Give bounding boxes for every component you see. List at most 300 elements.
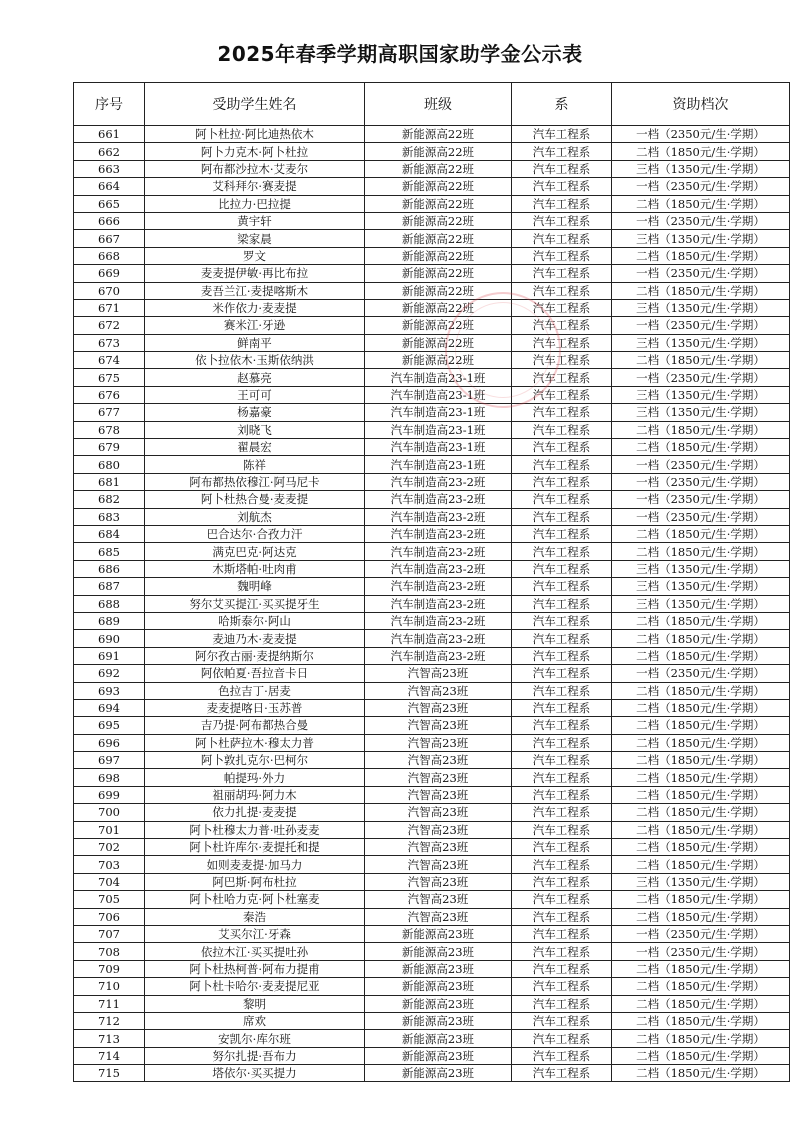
student-name-cell: 王可可 xyxy=(145,386,365,403)
aid-level-cell: 一档（2350元/生·学期） xyxy=(612,178,790,195)
class-cell: 新能源高23班 xyxy=(365,995,512,1012)
aid-level-cell: 二档（1850元/生·学期） xyxy=(612,752,790,769)
aid-level-cell: 二档（1850元/生·学期） xyxy=(612,1065,790,1082)
department-cell: 汽车工程系 xyxy=(512,612,612,629)
aid-level-cell: 二档（1850元/生·学期） xyxy=(612,525,790,542)
student-name-cell: 阿卜杜穆太力普·吐孙麦麦 xyxy=(145,821,365,838)
department-cell: 汽车工程系 xyxy=(512,160,612,177)
department-cell: 汽车工程系 xyxy=(512,804,612,821)
department-cell: 汽车工程系 xyxy=(512,543,612,560)
table-row xyxy=(74,126,790,143)
aid-level-cell: 一档（2350元/生·学期） xyxy=(612,508,790,525)
serial-number-cell: 695 xyxy=(74,717,145,734)
student-name-cell: 阿依帕夏·吾拉音卡日 xyxy=(145,665,365,682)
table-row xyxy=(74,230,790,247)
class-cell: 汽车制造高23-2班 xyxy=(365,647,512,664)
student-name-cell: 刘晓飞 xyxy=(145,421,365,438)
department-cell: 汽车工程系 xyxy=(512,595,612,612)
department-cell: 汽车工程系 xyxy=(512,908,612,925)
student-name-cell: 阿布都热依穆江·阿马尼卡 xyxy=(145,473,365,490)
serial-number-cell: 714 xyxy=(74,1047,145,1064)
serial-number-cell: 668 xyxy=(74,247,145,264)
table-row xyxy=(74,317,790,334)
table-row xyxy=(74,369,790,386)
table-row xyxy=(74,839,790,856)
serial-number-cell: 683 xyxy=(74,508,145,525)
department-cell: 汽车工程系 xyxy=(512,786,612,803)
header-department: 系 xyxy=(512,83,612,126)
aid-level-cell: 二档（1850元/生·学期） xyxy=(612,699,790,716)
department-cell: 汽车工程系 xyxy=(512,839,612,856)
class-cell: 汽智高23班 xyxy=(365,908,512,925)
class-cell: 汽智高23班 xyxy=(365,786,512,803)
class-cell: 新能源高22班 xyxy=(365,178,512,195)
aid-level-cell: 三档（1350元/生·学期） xyxy=(612,873,790,890)
table-row xyxy=(74,995,790,1012)
table-row xyxy=(74,508,790,525)
serial-number-cell: 673 xyxy=(74,334,145,351)
table-row xyxy=(74,1065,790,1082)
student-name-cell: 依拉木江·买买提吐孙 xyxy=(145,943,365,960)
serial-number-cell: 691 xyxy=(74,647,145,664)
class-cell: 汽智高23班 xyxy=(365,804,512,821)
aid-level-cell: 二档（1850元/生·学期） xyxy=(612,612,790,629)
department-cell: 汽车工程系 xyxy=(512,1012,612,1029)
aid-level-cell: 三档（1350元/生·学期） xyxy=(612,334,790,351)
serial-number-cell: 670 xyxy=(74,282,145,299)
aid-level-cell: 一档（2350元/生·学期） xyxy=(612,265,790,282)
department-cell: 汽车工程系 xyxy=(512,352,612,369)
table-row xyxy=(74,247,790,264)
student-name-cell: 阿卜杜哈力克·阿卜杜塞麦 xyxy=(145,891,365,908)
student-name-cell: 杨嘉豪 xyxy=(145,404,365,421)
class-cell: 汽车制造高23-2班 xyxy=(365,473,512,490)
student-name-cell: 阿巴斯·阿布杜拉 xyxy=(145,873,365,890)
aid-level-cell: 一档（2350元/生·学期） xyxy=(612,456,790,473)
department-cell: 汽车工程系 xyxy=(512,769,612,786)
aid-level-cell: 二档（1850元/生·学期） xyxy=(612,995,790,1012)
table-row xyxy=(74,734,790,751)
department-cell: 汽车工程系 xyxy=(512,873,612,890)
serial-number-cell: 699 xyxy=(74,786,145,803)
student-name-cell: 黄宇轩 xyxy=(145,212,365,229)
table-row xyxy=(74,665,790,682)
class-cell: 汽车制造高23-1班 xyxy=(365,421,512,438)
department-cell: 汽车工程系 xyxy=(512,143,612,160)
serial-number-cell: 667 xyxy=(74,230,145,247)
serial-number-cell: 684 xyxy=(74,525,145,542)
aid-level-cell: 三档（1350元/生·学期） xyxy=(612,386,790,403)
serial-number-cell: 681 xyxy=(74,473,145,490)
aid-level-cell: 二档（1850元/生·学期） xyxy=(612,769,790,786)
department-cell: 汽车工程系 xyxy=(512,891,612,908)
aid-level-cell: 二档（1850元/生·学期） xyxy=(612,439,790,456)
serial-number-cell: 703 xyxy=(74,856,145,873)
serial-number-cell: 665 xyxy=(74,195,145,212)
aid-level-cell: 二档（1850元/生·学期） xyxy=(612,1030,790,1047)
department-cell: 汽车工程系 xyxy=(512,960,612,977)
student-name-cell: 比拉力·巴拉提 xyxy=(145,195,365,212)
aid-level-cell: 三档（1350元/生·学期） xyxy=(612,230,790,247)
department-cell: 汽车工程系 xyxy=(512,717,612,734)
table-row xyxy=(74,160,790,177)
class-cell: 新能源高23班 xyxy=(365,1012,512,1029)
table-row xyxy=(74,873,790,890)
student-name-cell: 阿卜杜热柯普·阿布力提甫 xyxy=(145,960,365,977)
aid-level-cell: 二档（1850元/生·学期） xyxy=(612,143,790,160)
table-row xyxy=(74,699,790,716)
department-cell: 汽车工程系 xyxy=(512,508,612,525)
aid-level-cell: 一档（2350元/生·学期） xyxy=(612,126,790,143)
table-row xyxy=(74,178,790,195)
aid-level-cell: 二档（1850元/生·学期） xyxy=(612,543,790,560)
department-cell: 汽车工程系 xyxy=(512,178,612,195)
serial-number-cell: 688 xyxy=(74,595,145,612)
header-student-name: 受助学生姓名 xyxy=(145,83,365,126)
student-name-cell: 阿卜力克木·阿卜杜拉 xyxy=(145,143,365,160)
student-name-cell: 麦迪乃木·麦麦提 xyxy=(145,630,365,647)
student-name-cell: 阿卜杜拉·阿比迪热依木 xyxy=(145,126,365,143)
serial-number-cell: 701 xyxy=(74,821,145,838)
serial-number-cell: 669 xyxy=(74,265,145,282)
class-cell: 汽智高23班 xyxy=(365,734,512,751)
class-cell: 汽车制造高23-2班 xyxy=(365,612,512,629)
serial-number-cell: 666 xyxy=(74,212,145,229)
class-cell: 新能源高22班 xyxy=(365,195,512,212)
class-cell: 汽车制造高23-2班 xyxy=(365,630,512,647)
department-cell: 汽车工程系 xyxy=(512,247,612,264)
department-cell: 汽车工程系 xyxy=(512,647,612,664)
class-cell: 汽车制造高23-2班 xyxy=(365,560,512,577)
student-name-cell: 梁家晨 xyxy=(145,230,365,247)
department-cell: 汽车工程系 xyxy=(512,299,612,316)
class-cell: 汽智高23班 xyxy=(365,665,512,682)
aid-level-cell: 二档（1850元/生·学期） xyxy=(612,960,790,977)
serial-number-cell: 661 xyxy=(74,126,145,143)
student-name-cell: 阿卜杜热合曼·麦麦提 xyxy=(145,491,365,508)
table-row xyxy=(74,456,790,473)
class-cell: 汽智高23班 xyxy=(365,891,512,908)
class-cell: 汽车制造高23-1班 xyxy=(365,369,512,386)
serial-number-cell: 709 xyxy=(74,960,145,977)
class-cell: 新能源高23班 xyxy=(365,1030,512,1047)
department-cell: 汽车工程系 xyxy=(512,491,612,508)
serial-number-cell: 692 xyxy=(74,665,145,682)
serial-number-cell: 694 xyxy=(74,699,145,716)
department-cell: 汽车工程系 xyxy=(512,456,612,473)
student-name-cell: 麦麦提伊敏·再比布拉 xyxy=(145,265,365,282)
class-cell: 新能源高22班 xyxy=(365,143,512,160)
serial-number-cell: 704 xyxy=(74,873,145,890)
table-row xyxy=(74,752,790,769)
student-name-cell: 陈祥 xyxy=(145,456,365,473)
department-cell: 汽车工程系 xyxy=(512,630,612,647)
class-cell: 新能源高22班 xyxy=(365,230,512,247)
student-name-cell: 罗文 xyxy=(145,247,365,264)
aid-level-cell: 三档（1350元/生·学期） xyxy=(612,595,790,612)
student-name-cell: 依力扎提·麦麦提 xyxy=(145,804,365,821)
department-cell: 汽车工程系 xyxy=(512,230,612,247)
department-cell: 汽车工程系 xyxy=(512,665,612,682)
department-cell: 汽车工程系 xyxy=(512,369,612,386)
class-cell: 汽车制造高23-2班 xyxy=(365,595,512,612)
table-row xyxy=(74,612,790,629)
student-name-cell: 满克巴克·阿达克 xyxy=(145,543,365,560)
student-name-cell: 席欢 xyxy=(145,1012,365,1029)
aid-level-cell: 二档（1850元/生·学期） xyxy=(612,421,790,438)
department-cell: 汽车工程系 xyxy=(512,925,612,942)
department-cell: 汽车工程系 xyxy=(512,317,612,334)
table-row xyxy=(74,578,790,595)
class-cell: 新能源高23班 xyxy=(365,978,512,995)
class-cell: 汽智高23班 xyxy=(365,839,512,856)
aid-level-cell: 二档（1850元/生·学期） xyxy=(612,786,790,803)
student-name-cell: 赵慕亮 xyxy=(145,369,365,386)
aid-level-cell: 二档（1850元/生·学期） xyxy=(612,630,790,647)
department-cell: 汽车工程系 xyxy=(512,265,612,282)
student-name-cell: 艾科拜尔·赛麦提 xyxy=(145,178,365,195)
table-row xyxy=(74,143,790,160)
department-cell: 汽车工程系 xyxy=(512,578,612,595)
student-name-cell: 阿卜杜卡哈尔·麦麦提尼亚 xyxy=(145,978,365,995)
department-cell: 汽车工程系 xyxy=(512,978,612,995)
student-name-cell: 赛米江·牙逊 xyxy=(145,317,365,334)
table-row xyxy=(74,421,790,438)
class-cell: 新能源高22班 xyxy=(365,212,512,229)
student-name-cell: 刘航杰 xyxy=(145,508,365,525)
student-name-cell: 艾买尔江·牙森 xyxy=(145,925,365,942)
table-row xyxy=(74,769,790,786)
table-row xyxy=(74,282,790,299)
table-row xyxy=(74,786,790,803)
student-name-cell: 木斯塔帕·吐肉甫 xyxy=(145,560,365,577)
aid-level-cell: 二档（1850元/生·学期） xyxy=(612,821,790,838)
table-row xyxy=(74,856,790,873)
class-cell: 新能源高23班 xyxy=(365,925,512,942)
class-cell: 汽车制造高23-2班 xyxy=(365,525,512,542)
department-cell: 汽车工程系 xyxy=(512,856,612,873)
student-name-cell: 魏明峰 xyxy=(145,578,365,595)
department-cell: 汽车工程系 xyxy=(512,404,612,421)
aid-level-cell: 二档（1850元/生·学期） xyxy=(612,682,790,699)
class-cell: 汽车制造高23-1班 xyxy=(365,456,512,473)
class-cell: 新能源高22班 xyxy=(365,334,512,351)
table-row xyxy=(74,647,790,664)
header-serial-number: 序号 xyxy=(74,83,145,126)
table-row xyxy=(74,404,790,421)
class-cell: 新能源高22班 xyxy=(365,126,512,143)
table-row xyxy=(74,717,790,734)
student-name-cell: 安凯尔·库尔班 xyxy=(145,1030,365,1047)
class-cell: 汽车制造高23-2班 xyxy=(365,491,512,508)
table-row xyxy=(74,891,790,908)
student-name-cell: 秦浩 xyxy=(145,908,365,925)
student-name-cell: 努尔扎提·吾布力 xyxy=(145,1047,365,1064)
aid-level-cell: 一档（2350元/生·学期） xyxy=(612,665,790,682)
student-name-cell: 阿卜杜许库尔·麦提托和提 xyxy=(145,839,365,856)
aid-level-cell: 二档（1850元/生·学期） xyxy=(612,1047,790,1064)
aid-level-cell: 二档（1850元/生·学期） xyxy=(612,978,790,995)
student-name-cell: 巴合达尔·合孜力汗 xyxy=(145,525,365,542)
serial-number-cell: 662 xyxy=(74,143,145,160)
department-cell: 汽车工程系 xyxy=(512,560,612,577)
serial-number-cell: 679 xyxy=(74,439,145,456)
serial-number-cell: 685 xyxy=(74,543,145,560)
department-cell: 汽车工程系 xyxy=(512,386,612,403)
class-cell: 汽车制造高23-2班 xyxy=(365,543,512,560)
class-cell: 汽车制造高23-1班 xyxy=(365,404,512,421)
student-name-cell: 阿卜敦扎克尔·巴柯尔 xyxy=(145,752,365,769)
department-cell: 汽车工程系 xyxy=(512,1065,612,1082)
student-name-cell: 黎明 xyxy=(145,995,365,1012)
serial-number-cell: 708 xyxy=(74,943,145,960)
aid-level-cell: 二档（1850元/生·学期） xyxy=(612,247,790,264)
serial-number-cell: 677 xyxy=(74,404,145,421)
table-row xyxy=(74,299,790,316)
serial-number-cell: 700 xyxy=(74,804,145,821)
department-cell: 汽车工程系 xyxy=(512,1047,612,1064)
serial-number-cell: 696 xyxy=(74,734,145,751)
class-cell: 新能源高22班 xyxy=(365,317,512,334)
page-title: 2025年春季学期高职国家助学金公示表 xyxy=(217,42,583,66)
serial-number-cell: 690 xyxy=(74,630,145,647)
aid-level-cell: 二档（1850元/生·学期） xyxy=(612,734,790,751)
serial-number-cell: 698 xyxy=(74,769,145,786)
student-name-cell: 阿尔孜古丽·麦提纳斯尔 xyxy=(145,647,365,664)
table-row xyxy=(74,978,790,995)
table-row xyxy=(74,1047,790,1064)
serial-number-cell: 707 xyxy=(74,925,145,942)
aid-level-cell: 一档（2350元/生·学期） xyxy=(612,925,790,942)
aid-level-cell: 二档（1850元/生·学期） xyxy=(612,804,790,821)
department-cell: 汽车工程系 xyxy=(512,1030,612,1047)
student-name-cell: 米作依力·麦麦提 xyxy=(145,299,365,316)
serial-number-cell: 711 xyxy=(74,995,145,1012)
student-name-cell: 吉乃提·阿布都热合曼 xyxy=(145,717,365,734)
table-row xyxy=(74,491,790,508)
table-row xyxy=(74,682,790,699)
department-cell: 汽车工程系 xyxy=(512,821,612,838)
aid-level-cell: 二档（1850元/生·学期） xyxy=(612,352,790,369)
table-row xyxy=(74,195,790,212)
aid-level-cell: 二档（1850元/生·学期） xyxy=(612,717,790,734)
serial-number-cell: 710 xyxy=(74,978,145,995)
serial-number-cell: 674 xyxy=(74,352,145,369)
header-class: 班级 xyxy=(365,83,512,126)
serial-number-cell: 697 xyxy=(74,752,145,769)
serial-number-cell: 672 xyxy=(74,317,145,334)
serial-number-cell: 675 xyxy=(74,369,145,386)
class-cell: 新能源高22班 xyxy=(365,299,512,316)
department-cell: 汽车工程系 xyxy=(512,995,612,1012)
student-name-cell: 翟晨宏 xyxy=(145,439,365,456)
class-cell: 汽车制造高23-2班 xyxy=(365,508,512,525)
table-row xyxy=(74,439,790,456)
student-name-cell: 依卜拉依木·玉斯依纳洪 xyxy=(145,352,365,369)
class-cell: 汽智高23班 xyxy=(365,699,512,716)
serial-number-cell: 664 xyxy=(74,178,145,195)
table-row xyxy=(74,960,790,977)
table-row xyxy=(74,925,790,942)
serial-number-cell: 712 xyxy=(74,1012,145,1029)
department-cell: 汽车工程系 xyxy=(512,439,612,456)
department-cell: 汽车工程系 xyxy=(512,699,612,716)
table-row xyxy=(74,595,790,612)
aid-list-table xyxy=(73,82,790,1082)
student-name-cell: 麦麦提喀日·玉苏普 xyxy=(145,699,365,716)
serial-number-cell: 705 xyxy=(74,891,145,908)
serial-number-cell: 678 xyxy=(74,421,145,438)
aid-level-cell: 一档（2350元/生·学期） xyxy=(612,317,790,334)
student-name-cell: 努尔艾买提江·买买提牙生 xyxy=(145,595,365,612)
class-cell: 汽智高23班 xyxy=(365,821,512,838)
class-cell: 汽车制造高23-1班 xyxy=(365,386,512,403)
aid-level-cell: 二档（1850元/生·学期） xyxy=(612,839,790,856)
department-cell: 汽车工程系 xyxy=(512,334,612,351)
table-row xyxy=(74,804,790,821)
header-aid-level: 资助档次 xyxy=(612,83,790,126)
serial-number-cell: 689 xyxy=(74,612,145,629)
aid-level-cell: 三档（1350元/生·学期） xyxy=(612,578,790,595)
department-cell: 汽车工程系 xyxy=(512,421,612,438)
student-name-cell: 阿布都沙拉木·艾麦尔 xyxy=(145,160,365,177)
student-name-cell: 哈斯泰尔·阿山 xyxy=(145,612,365,629)
aid-level-cell: 二档（1850元/生·学期） xyxy=(612,908,790,925)
serial-number-cell: 671 xyxy=(74,299,145,316)
department-cell: 汽车工程系 xyxy=(512,473,612,490)
serial-number-cell: 663 xyxy=(74,160,145,177)
department-cell: 汽车工程系 xyxy=(512,734,612,751)
serial-number-cell: 713 xyxy=(74,1030,145,1047)
serial-number-cell: 702 xyxy=(74,839,145,856)
table-row xyxy=(74,908,790,925)
serial-number-cell: 687 xyxy=(74,578,145,595)
department-cell: 汽车工程系 xyxy=(512,195,612,212)
department-cell: 汽车工程系 xyxy=(512,282,612,299)
table-row xyxy=(74,265,790,282)
aid-level-cell: 二档（1850元/生·学期） xyxy=(612,282,790,299)
aid-level-cell: 一档（2350元/生·学期） xyxy=(612,491,790,508)
student-name-cell: 阿卜杜萨拉木·穆太力普 xyxy=(145,734,365,751)
aid-level-cell: 一档（2350元/生·学期） xyxy=(612,212,790,229)
class-cell: 汽智高23班 xyxy=(365,682,512,699)
aid-level-cell: 三档（1350元/生·学期） xyxy=(612,299,790,316)
table-row xyxy=(74,560,790,577)
aid-level-cell: 一档（2350元/生·学期） xyxy=(612,943,790,960)
class-cell: 新能源高23班 xyxy=(365,1047,512,1064)
aid-level-cell: 三档（1350元/生·学期） xyxy=(612,560,790,577)
aid-level-cell: 二档（1850元/生·学期） xyxy=(612,195,790,212)
student-name-cell: 塔依尔·买买提力 xyxy=(145,1065,365,1082)
table-row xyxy=(74,473,790,490)
student-name-cell: 麦吾兰江·麦提喀斯木 xyxy=(145,282,365,299)
serial-number-cell: 676 xyxy=(74,386,145,403)
table-row xyxy=(74,525,790,542)
student-name-cell: 祖丽胡玛·阿力木 xyxy=(145,786,365,803)
department-cell: 汽车工程系 xyxy=(512,752,612,769)
table-row xyxy=(74,630,790,647)
class-cell: 汽智高23班 xyxy=(365,752,512,769)
aid-level-cell: 一档（2350元/生·学期） xyxy=(612,369,790,386)
class-cell: 新能源高22班 xyxy=(365,160,512,177)
aid-level-cell: 二档（1850元/生·学期） xyxy=(612,891,790,908)
serial-number-cell: 686 xyxy=(74,560,145,577)
department-cell: 汽车工程系 xyxy=(512,682,612,699)
class-cell: 新能源高23班 xyxy=(365,943,512,960)
table-row xyxy=(74,943,790,960)
class-cell: 新能源高23班 xyxy=(365,960,512,977)
class-cell: 汽车制造高23-1班 xyxy=(365,439,512,456)
